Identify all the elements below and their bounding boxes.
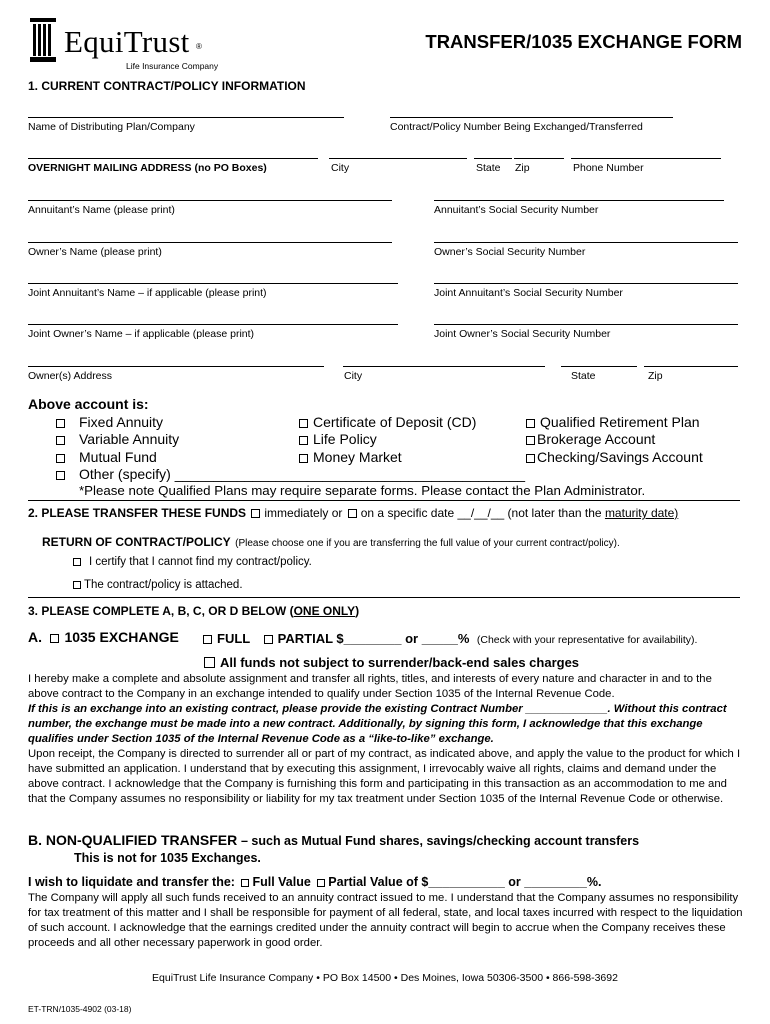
nonqualified-subheading: This is not for 1035 Exchanges. xyxy=(74,851,261,865)
form-code: ET-TRN/1035-4902 (03-18) xyxy=(28,1004,132,1014)
option-variable-annuity[interactable] xyxy=(56,431,179,447)
zip-line[interactable] xyxy=(514,158,564,159)
state-line[interactable] xyxy=(474,158,512,159)
checking-savings-label: Checking/Savings Account xyxy=(537,449,703,465)
not-subject-checkbox[interactable] xyxy=(204,657,215,668)
brokerage-label: Brokerage Account xyxy=(537,431,656,447)
option-qualified-retirement[interactable] xyxy=(526,414,700,430)
state-label: State xyxy=(476,162,501,174)
specific-date-label: on a specific date __/__/__ (not later than the xyxy=(360,506,602,520)
joint-owner-ssn-line[interactable] xyxy=(434,324,738,325)
city-label: City xyxy=(331,162,350,174)
cannot-find-label: I certify that I cannot find my contract/policy. xyxy=(89,556,312,568)
joint-annuitant-ssn-label: Joint Annuitant’s Social Security Number xyxy=(434,287,623,299)
fixed-annuity-checkbox[interactable] xyxy=(56,419,65,428)
option-fixed-annuity[interactable] xyxy=(56,414,163,430)
full-checkbox[interactable] xyxy=(203,635,212,644)
section2-heading: 2. PLEASE TRANSFER THESE FUNDS xyxy=(28,506,247,520)
owner-address-label: Owner(s) Address xyxy=(28,370,113,382)
logo-registered-mark: ® xyxy=(196,42,202,51)
option-money-market[interactable] xyxy=(299,449,402,465)
liquidate-label: I wish to liquidate and transfer the: xyxy=(28,875,235,889)
partial-checkbox[interactable] xyxy=(264,635,273,644)
option-cd[interactable] xyxy=(299,414,476,430)
life-policy-label: Life Policy xyxy=(313,431,377,447)
checking-savings-checkbox[interactable] xyxy=(526,454,535,463)
zip-label: Zip xyxy=(515,162,530,174)
form-title: TRANSFER/1035 EXCHANGE FORM xyxy=(425,31,742,52)
cd-checkbox[interactable] xyxy=(299,419,308,428)
annuitant-name-line[interactable] xyxy=(28,200,392,201)
attached-checkbox[interactable] xyxy=(73,581,81,589)
divider xyxy=(28,597,740,598)
variable-annuity-checkbox[interactable] xyxy=(56,436,65,445)
option-mutual-fund[interactable] xyxy=(56,449,157,465)
return-note: (Please choose one if you are transferring the full value of your current contract/policy). xyxy=(235,538,620,549)
exchange-options xyxy=(203,630,697,648)
cannot-find-checkbox[interactable] xyxy=(73,558,81,566)
owner-state-label: State xyxy=(571,370,596,382)
annuitant-ssn-line[interactable] xyxy=(434,200,724,201)
plan-company-line[interactable] xyxy=(28,117,344,118)
mutual-fund-label: Mutual Fund xyxy=(79,449,157,465)
owner-zip-label: Zip xyxy=(648,370,663,382)
owner-state-line[interactable] xyxy=(561,366,637,367)
availability-note: (Check with your representative for availability). xyxy=(476,634,698,646)
account-type-heading: Above account is: xyxy=(28,396,149,412)
section3-heading-post: ) xyxy=(355,604,360,618)
exchange-assignment-text: I hereby make a complete and absolute assignment and transfer all rights, titles, and interests of every nature and character in and to the above contract to the Company in an exchange intended to qualify under Section 1035 of the Internal Revenue Code. xyxy=(28,673,712,700)
attached-label: The contract/policy is attached. xyxy=(84,579,243,591)
other-label: Other (specify) _____________________________________________ xyxy=(79,466,526,482)
other-checkbox[interactable] xyxy=(56,471,65,480)
nonqualified-heading-row xyxy=(28,832,639,848)
divider xyxy=(28,500,740,501)
cd-label: Certificate of Deposit (CD) xyxy=(313,414,477,430)
mailing-address-line[interactable] xyxy=(28,158,318,159)
exchange-terms xyxy=(28,672,744,807)
money-market-checkbox[interactable] xyxy=(299,454,308,463)
life-policy-checkbox[interactable] xyxy=(299,436,308,445)
owner-name-line[interactable] xyxy=(28,242,392,243)
qualified-retirement-label: Qualified Retirement Plan xyxy=(540,414,700,430)
not-subject-label: All funds not subject to surrender/back-end sales charges xyxy=(220,655,580,670)
return-heading: RETURN OF CONTRACT/POLICY xyxy=(42,535,231,549)
option-life-policy[interactable] xyxy=(299,431,377,447)
existing-contract-text: If this is an exchange into an existing contract, please provide the existing Contract Number _____________. Without this contract number, the exchange must be made into a new contract. Additionally, by signing this form, I acknowledge that this exchange qualifies under Section 1035 of the Internal Revenue Code as a “like-to-like” exchange. xyxy=(28,703,727,745)
contract-number-line[interactable] xyxy=(390,117,673,118)
a-prefix: A. xyxy=(28,629,42,645)
logo-subtitle: Life Insurance Company xyxy=(126,61,219,71)
option-not-subject[interactable] xyxy=(204,654,579,672)
qualified-plans-note: *Please note Qualified Plans may require separate forms. Please contact the Plan Administrator. xyxy=(79,483,646,498)
joint-annuitant-ssn-line[interactable] xyxy=(434,283,738,284)
plan-company-label: Name of Distributing Plan/Company xyxy=(28,121,195,133)
option-checking-savings[interactable] xyxy=(526,449,703,465)
option-cannot-find[interactable] xyxy=(73,556,312,568)
option-attached[interactable] xyxy=(73,579,243,591)
variable-annuity-label: Variable Annuity xyxy=(79,431,180,447)
section3-heading xyxy=(28,604,359,618)
return-row xyxy=(42,533,620,551)
full-value-checkbox[interactable] xyxy=(241,879,249,887)
brokerage-checkbox[interactable] xyxy=(526,436,535,445)
owner-zip-line[interactable] xyxy=(644,366,738,367)
nonqualified-heading-rest: – such as Mutual Fund shares, savings/checking account transfers xyxy=(240,834,640,848)
liquidate-row xyxy=(28,875,601,889)
money-market-label: Money Market xyxy=(313,449,402,465)
footer-address: EquiTrust Life Insurance Company • PO Box 14500 • Des Moines, Iowa 50306-3500 • 866-598-3692 xyxy=(152,972,618,984)
joint-owner-name-line[interactable] xyxy=(28,324,398,325)
contract-number-label: Contract/Policy Number Being Exchanged/Transferred xyxy=(390,121,643,133)
nonqualified-terms: The Company will apply all such funds received to an annuity contract issued to me. I understand that the Company assumes no responsibility for tax treatment of this matter and I shall be responsible for payment of all federal, state, and local taxes incurred with respect to the liquidation of such account. I acknowledge that the earnings credited under the annuity contract will begin to accrue when the Company receives these proceeds and all other necessary paperwork in good order. xyxy=(28,892,743,949)
annuitant-ssn-label: Annuitant’s Social Security Number xyxy=(434,204,599,216)
logo-brand: EquiTrust xyxy=(64,24,190,59)
option-other[interactable] xyxy=(56,466,525,482)
full-label: FULL xyxy=(217,631,251,646)
owner-city-label: City xyxy=(344,370,363,382)
immediately-label: immediately or xyxy=(264,506,343,520)
partial-label: PARTIAL $________ or _____% xyxy=(277,631,470,646)
owner-name-label: Owner’s Name (please print) xyxy=(28,246,162,258)
section1-heading: 1. CURRENT CONTRACT/POLICY INFORMATION xyxy=(28,79,306,93)
joint-annuitant-name-label: Joint Annuitant’s Name – if applicable (please print) xyxy=(28,287,267,299)
specific-date-checkbox[interactable] xyxy=(348,509,357,518)
1035-exchange-checkbox[interactable] xyxy=(50,634,59,643)
surrender-direction-text: Upon receipt, the Company is directed to surrender all or part of my contract, as indicated above, and apply the value to the product for which I have submitted an application. I understand that by executing this assignment, I irrevocably waive all rights, claims and demand under the above contract. I acknowledge that the Company is furnishing this form and participating in this transaction as an accommodation to me and that the Company assumes no responsibility or liability for my tax treatment under Section 1035 of the Internal Revenue Code or otherwise. xyxy=(28,748,741,805)
mailing-address-label: OVERNIGHT MAILING ADDRESS (no PO Boxes) xyxy=(28,162,267,174)
partial-value-label: Partial Value of $___________ or _________%. xyxy=(328,875,602,889)
full-value-label: Full Value xyxy=(252,875,311,889)
nonqualified-heading: B. NON-QUALIFIED TRANSFER xyxy=(28,832,238,848)
company-logo xyxy=(30,18,219,71)
owner-ssn-line[interactable] xyxy=(434,242,738,243)
annuitant-name-label: Annuitant’s Name (please print) xyxy=(28,204,175,216)
mutual-fund-checkbox[interactable] xyxy=(56,454,65,463)
owner-city-line[interactable] xyxy=(343,366,545,367)
option-brokerage[interactable] xyxy=(526,431,655,447)
partial-value-checkbox[interactable] xyxy=(317,879,325,887)
section3-heading-one-only: ONE ONLY xyxy=(293,604,356,618)
1035-exchange-label: 1035 EXCHANGE xyxy=(64,629,179,645)
owner-address-line[interactable] xyxy=(28,366,324,367)
fixed-annuity-label: Fixed Annuity xyxy=(79,414,164,430)
phone-label: Phone Number xyxy=(573,162,644,174)
exchange-row xyxy=(28,629,179,647)
section2-row xyxy=(28,506,678,520)
joint-owner-ssn-label: Joint Owner’s Social Security Number xyxy=(434,328,611,340)
section3-heading-pre: 3. PLEASE COMPLETE A, B, C, OR D BELOW ( xyxy=(28,604,294,618)
logo-pillar-icon xyxy=(30,18,56,62)
joint-annuitant-name-line[interactable] xyxy=(28,283,398,284)
qualified-retirement-checkbox[interactable] xyxy=(526,419,535,428)
phone-line[interactable] xyxy=(571,158,721,159)
maturity-date-label: maturity date) xyxy=(604,506,679,520)
joint-owner-name-label: Joint Owner’s Name – if applicable (please print) xyxy=(28,328,255,340)
immediately-checkbox[interactable] xyxy=(251,509,260,518)
city-line[interactable] xyxy=(329,158,467,159)
owner-ssn-label: Owner’s Social Security Number xyxy=(434,246,586,258)
